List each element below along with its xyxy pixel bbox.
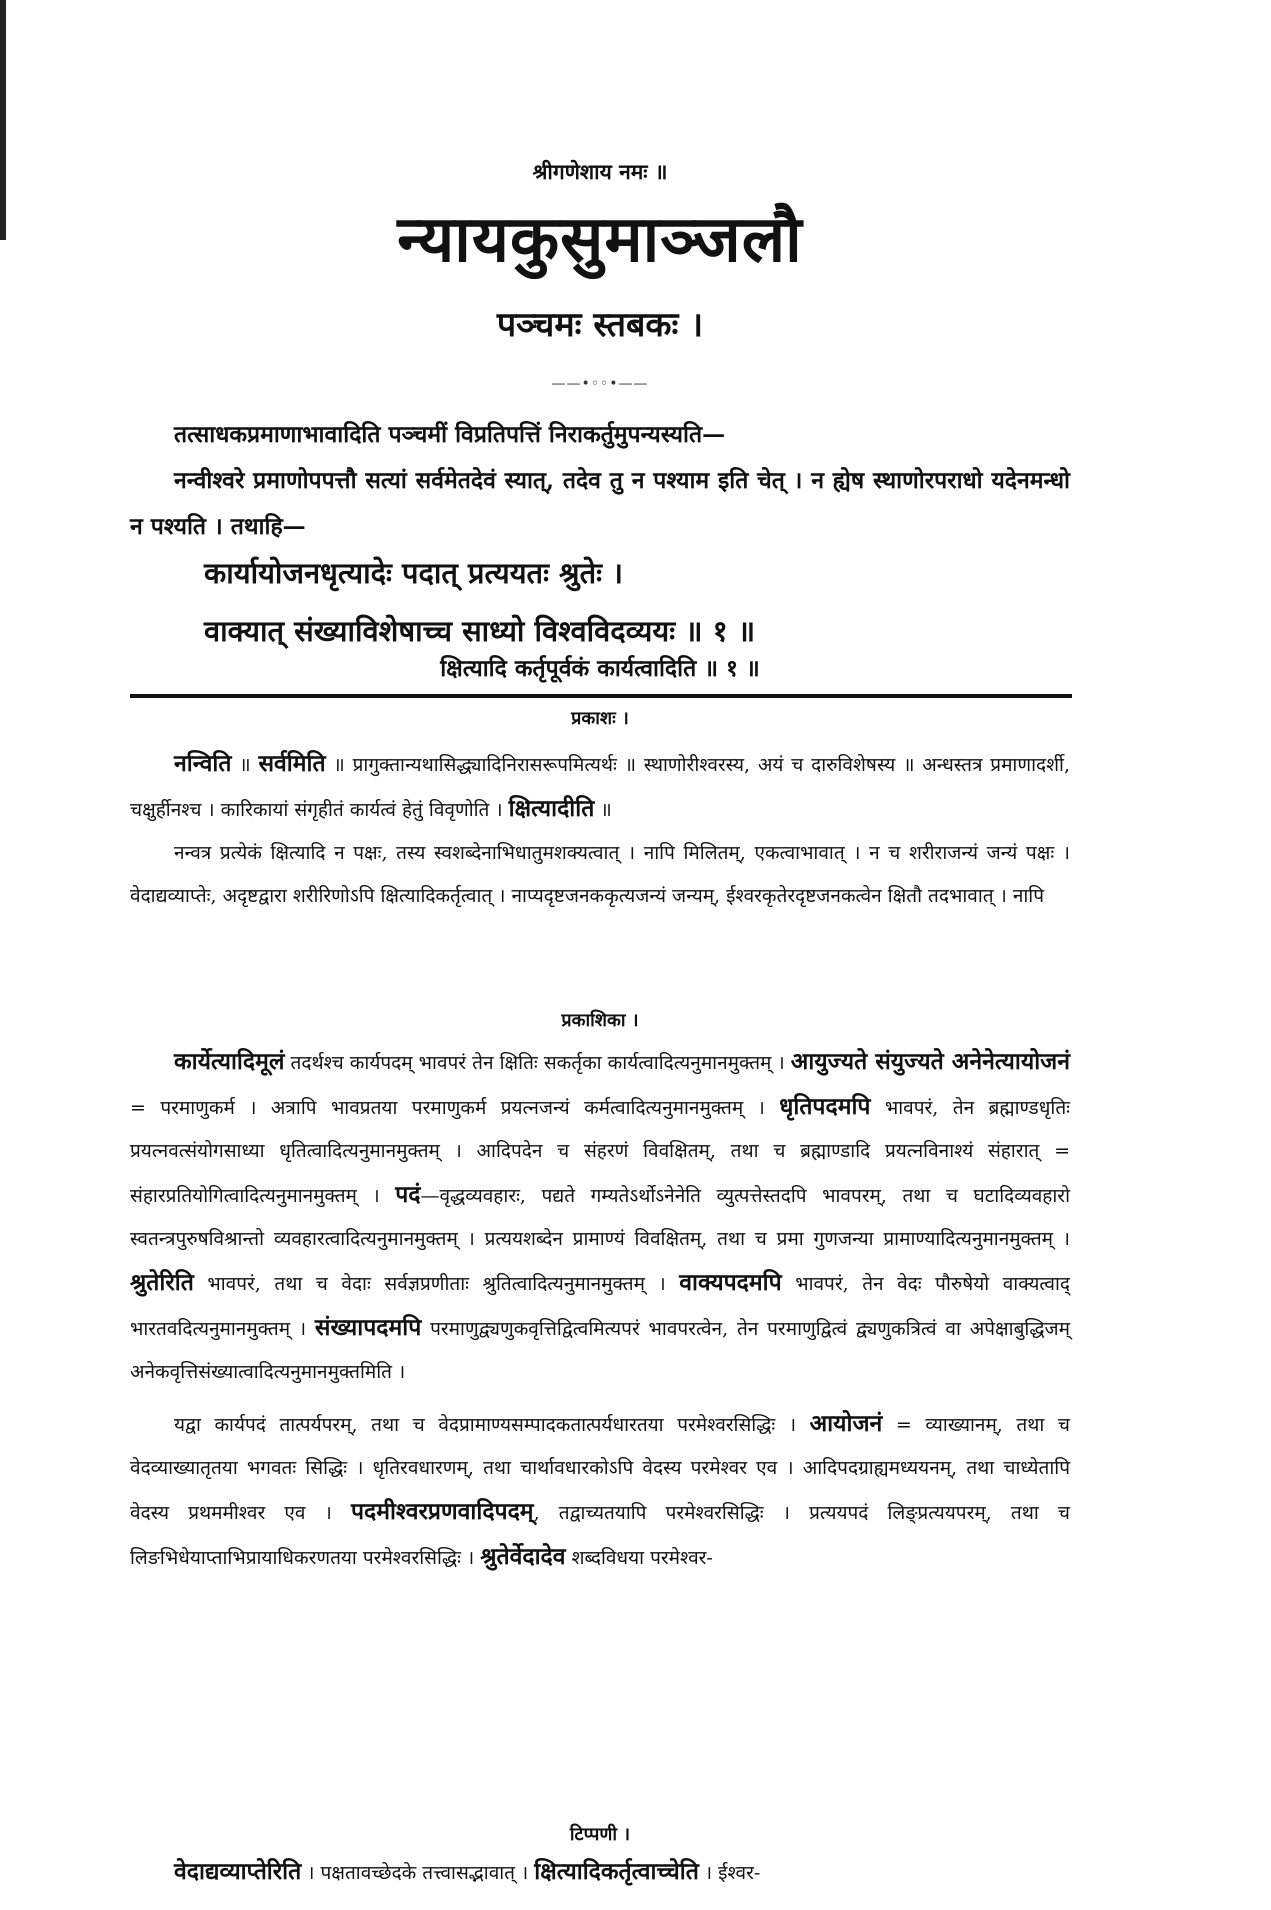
intro-line: तत्साधकप्रमाणाभावादिति पञ्चमीं विप्रतिपत्तिं निराकर्तुमुपन्यस्यति—: [174, 421, 726, 448]
lemma: वाक्यपदमपि: [679, 1269, 782, 1296]
lemma: क्षित्यादिकर्तृत्वाच्चेति: [534, 1858, 699, 1885]
commentary-paragraph: [130, 1402, 1070, 1580]
lemma: क्षित्यादीति: [508, 795, 595, 822]
lemma: कार्येत्यादिमूलं: [174, 1048, 285, 1075]
text-run: । पक्षतावच्छेदके तत्त्वासद्भावात् ।: [301, 1862, 535, 1884]
lemma: वेदाद्यव्याप्तेरिति: [174, 1858, 302, 1885]
text-run: , तद्वाच्यतयापि परमेश्वरसिद्धिः । प्रत्ययपदं लिङ्प्रत्ययपरम्, तथा च लिङभिधेयाप्ताभिप्रायाधिकरणतया परमेश्वरसिद्धिः ।: [130, 1502, 1070, 1569]
lemma: धृतिपदमपि: [779, 1093, 871, 1120]
verse-line: कार्यायोजनधृत्यादेः पदात् प्रत्ययतः श्रुतेः ।: [204, 556, 624, 590]
lemma: पदमीश्वरप्रणवादिपदम्: [350, 1498, 534, 1525]
text-run: भावपरं, तेन ब्रह्माण्डधृतिः प्रयत्नवत्संयोगसाध्या धृतित्वादित्यनुमानमुक्तम् । आदिपदेन च संहरणं विवक्षितम्, तथा च ब्रह्माण्डादि प्रयत्नविनाश्यं संहारात् = संहारप्रतियोगित्वादित्यनुमानमुक्तम् ।: [130, 1097, 1070, 1207]
intro-line: नन्वीश्वरे प्रमाणोपपत्तौ सत्यां सर्वमेतदेवं स्यात्, तदेव तु न पश्याम इति चेत् । न ह्येष स्थाणोरपराधो यदेनमन्धो न पश्यति । तथाहि—: [130, 467, 1070, 540]
footnote-line: [130, 1852, 1070, 1893]
ornament-divider: ——•◦◦•——: [551, 376, 649, 392]
text-run: = परमाणुकर्म । अत्रापि भावप्रतया परमाणुकर्म प्रयत्नजन्यं कर्मत्वादित्यनुमानमुक्तम् ।: [130, 1097, 780, 1119]
tippani-label: टिप्पणी ।: [569, 1824, 631, 1845]
intro-text: [130, 412, 1070, 550]
invocation: श्रीगणेशाय नमः ॥: [532, 159, 668, 184]
chapter-heading: पञ्चमः स्तबकः ।: [496, 305, 704, 345]
prakashika-commentary: [130, 1040, 1070, 1580]
lemma: सर्वमिति: [258, 750, 326, 777]
lemma: आयुज्यते संयुज्यते अनेनेत्यायोजनं: [790, 1048, 1070, 1075]
text-run: यद्वा कार्यपदं तात्पर्यपरम्, तथा च वेदप्रामाण्यसम्पादकतात्पर्यधारतया परमेश्वरसिद्धिः ।: [174, 1414, 810, 1436]
text-run: तदर्थश्च कार्यपदम् भावपरं तेन क्षितिः सकर्तृका कार्यत्वादित्यनुमानमुक्तम् ।: [284, 1052, 791, 1074]
lemma: पदं: [395, 1181, 421, 1208]
prakashika-label: प्रकाशिका ।: [561, 1010, 639, 1031]
tippani-note: [130, 1852, 1070, 1893]
text-run: —वृद्धव्यवहारः, पद्यते गम्यतेऽर्थोऽनेनेति व्युत्पत्तेस्तदपि भावपरम्, तथा च घटादिव्यवहारो स्वतन्त्रपुरुषविश्रान्तो व्यवहारत्वादित्यनुमानमुक्तम् । प्रत्ययशब्देन प्रामाण्यं विवक्षितम्, तथा च प्रमा गुणजन्या प्रामाण्यादित्यनुमानमुक्तम् ।: [130, 1185, 1070, 1250]
lemma: आयोजनं: [809, 1410, 883, 1437]
text-run: ॥ प्रागुक्तान्यथासिद्ध्यादिनिरासरूपमित्यर्थः ॥ स्थाणोरीश्वरस्य, अयं च दारुविशेषस्य ॥ अन्धस्तत्र प्रमाणादर्शी, चक्षुर्हीनश्च । कारिकायां संगृहीतं कार्यत्वं हेतुं विवृणोति ।: [130, 754, 1070, 821]
text-run: भावपरं, तेन वेदः पौरुषेयो वाक्यत्वाद् भारतवदित्यनुमानमुक्तम् ।: [130, 1273, 1070, 1340]
commentary-paragraph: [130, 742, 1070, 832]
commentary-paragraph: [130, 1040, 1070, 1394]
text-run: शब्दविधया परमेश्वर-: [565, 1547, 713, 1569]
book-title: न्यायकुसुमाञ्जलौ: [397, 202, 803, 277]
text-run: । ईश्वर-: [698, 1862, 761, 1884]
text-run: ॥: [594, 799, 612, 821]
verse-note: क्षित्यादि कर्तृपूर्वकं कार्यत्वादिति ॥ १ ॥: [440, 655, 760, 682]
commentary-paragraph: नन्वत्र प्रत्येकं क्षित्यादि न पक्षः, तस्य स्वशब्देनाभिधातुमशक्यत्वात् । नापि मिलितम्, एकत्वाभावात् । न च शरीराजन्यं जन्यं पक्षः । वेदाद्यव्याप्तेः, अदृष्टद्वारा शरीरिणोऽपि क्षित्यादिकर्तृत्वात् । नाप्यदृष्टजनककृत्यजन्यं जन्यम्, ईश्वरकृतेरदृष्टजनकत्वेन क्षितौ तदभावात् । नापि: [130, 842, 1070, 907]
prakasha-label: प्रकाशः ।: [571, 708, 629, 729]
lemma: श्रुतेर्वेदादेव: [480, 1543, 566, 1570]
verse-line: वाक्यात् संख्याविशेषाच्च साध्यो विश्वविदव्ययः ॥ १ ॥: [204, 614, 756, 648]
text-run: भावपरं, तथा च वेदाः सर्वज्ञप्रणीताः श्रुतित्वादित्यनुमानमुक्तम् ।: [193, 1273, 680, 1295]
prakasha-commentary: [130, 742, 1070, 918]
karika-verse: [130, 544, 1070, 660]
text-run: ॥: [231, 754, 259, 776]
page-edge-mark: [0, 0, 6, 240]
lemma: नन्विति: [174, 750, 232, 777]
text-run: = व्याख्यानम्, तथा च वेदव्याख्यातृतया भगवतः सिद्धिः । धृतिरवधारणम्, तथा चार्थावधारकोऽपि वेदस्य परमेश्वर एव । आदिपदग्राह्यमध्ययनम्, तथा चाध्येतापि वेदस्य प्रथममीश्वर एव ।: [130, 1414, 1070, 1524]
section-rule: [130, 694, 1072, 698]
lemma: संख्यापदमपि: [314, 1314, 422, 1341]
text-run: परमाणुद्व्यणुकवृत्तिद्वित्वमित्यपरं भावपरत्वेन, तेन परमाणुद्वित्वं द्व्यणुकत्रित्वं वा अपेक्षाबुद्धिजम् अनेकवृत्तिसंख्यात्वादित्यनुमानमुक्तमिति ।: [130, 1318, 1070, 1383]
lemma: श्रुतेरिति: [130, 1269, 194, 1296]
